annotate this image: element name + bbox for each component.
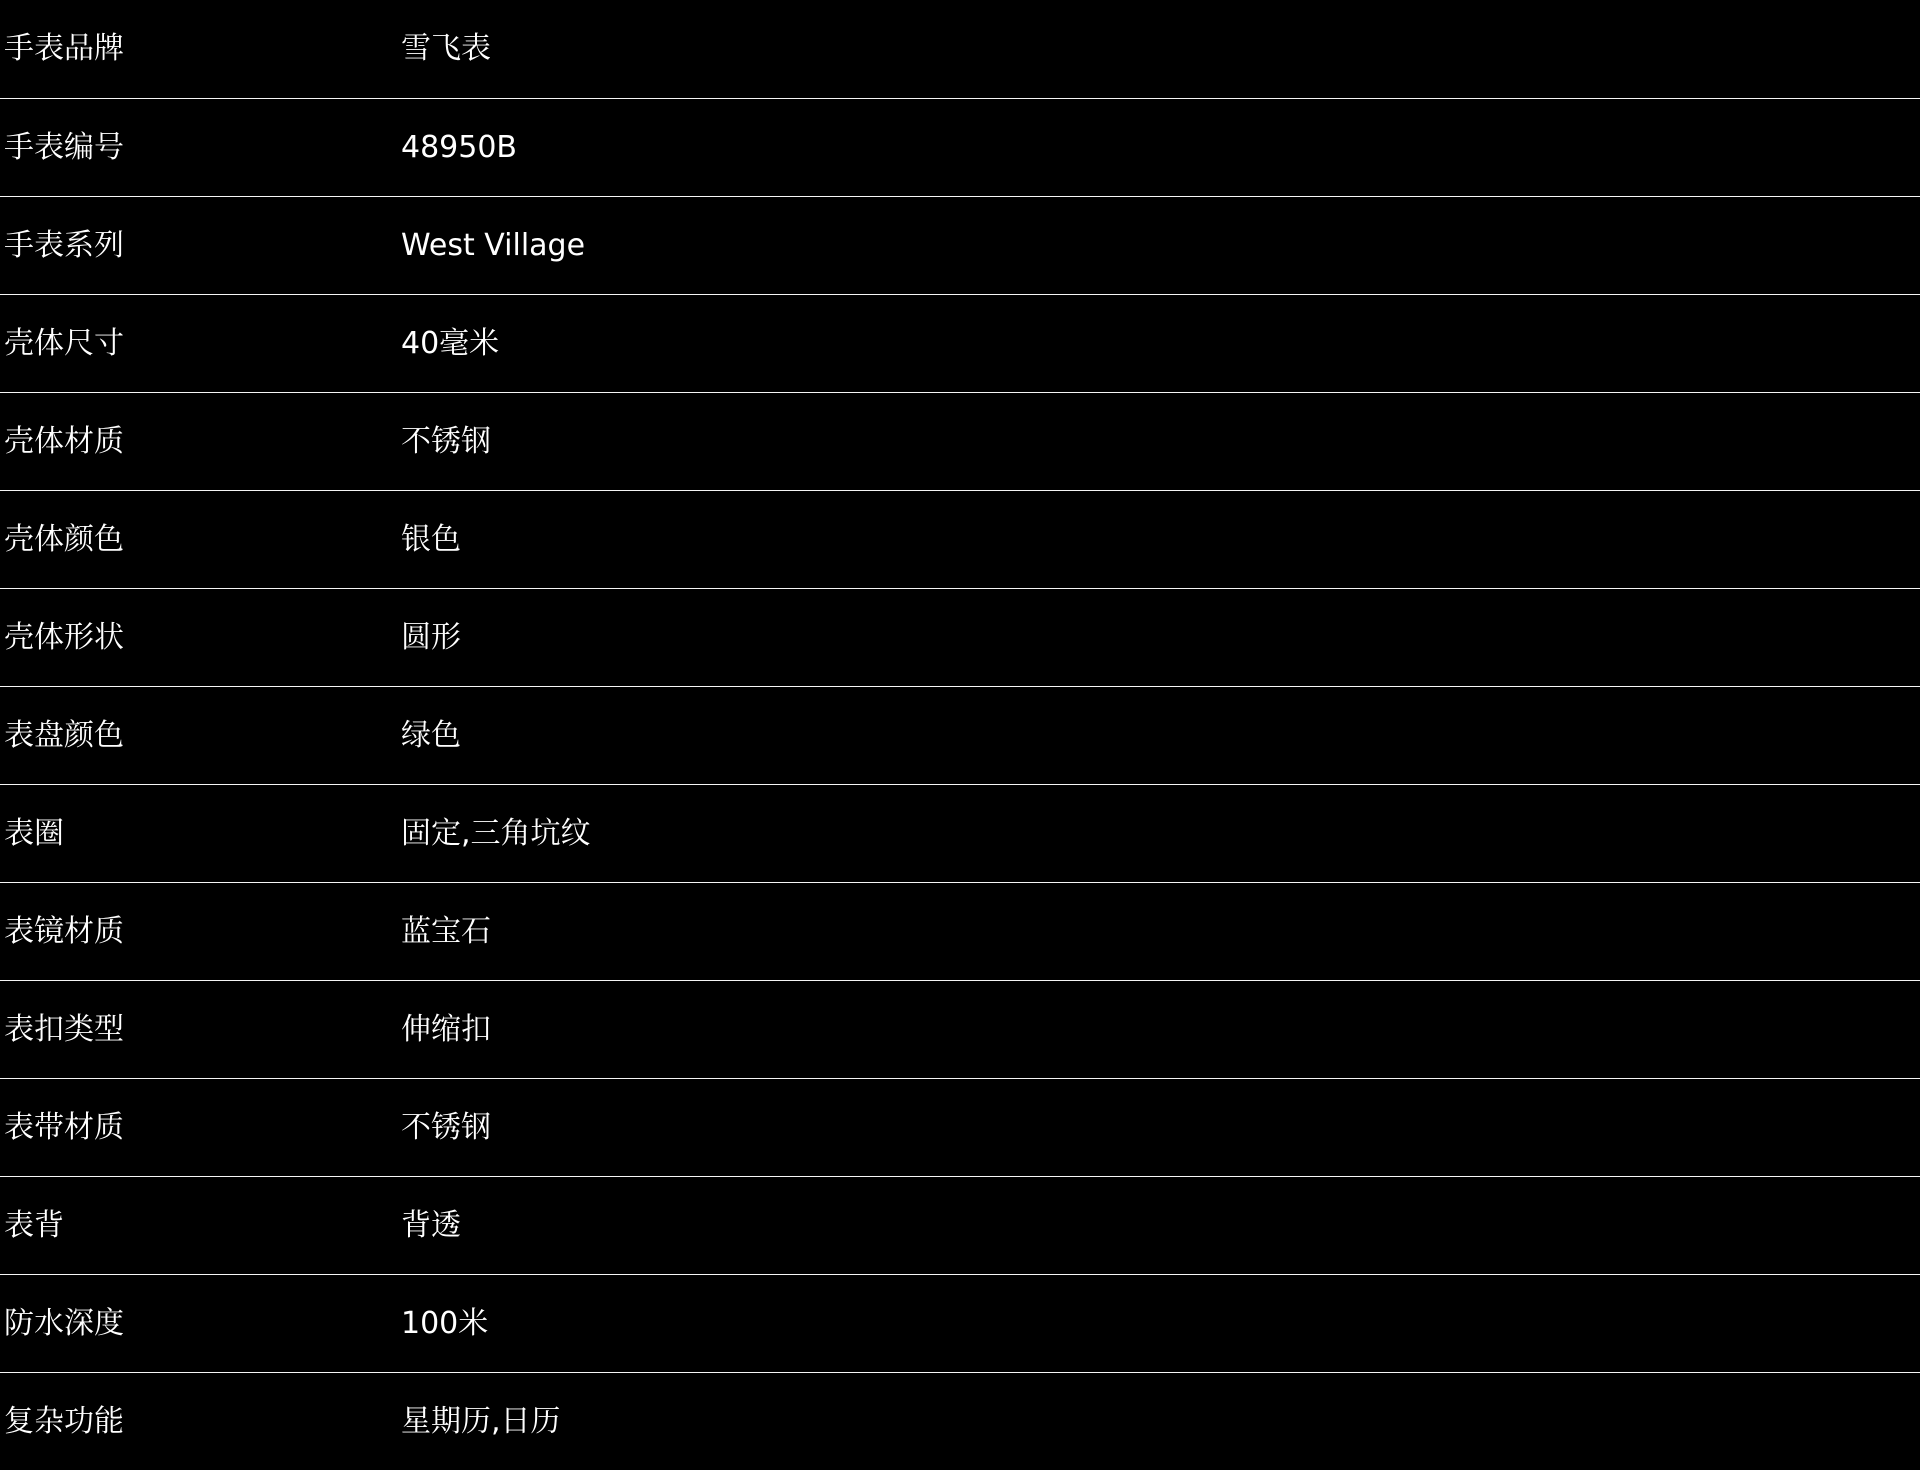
spec-value: 绿色 xyxy=(401,717,461,753)
spec-label: 手表品牌 xyxy=(4,31,124,66)
spec-label: 手表系列 xyxy=(4,227,124,263)
spec-value: 星期历,日历 xyxy=(401,1403,561,1439)
spec-row xyxy=(0,686,1920,784)
spec-label: 表扣类型 xyxy=(4,1011,124,1047)
spec-label: 壳体颜色 xyxy=(4,521,124,557)
spec-value: 蓝宝石 xyxy=(401,913,491,949)
spec-value: 伸缩扣 xyxy=(401,1011,491,1047)
spec-label: 壳体形状 xyxy=(4,619,124,655)
spec-row xyxy=(0,980,1920,1078)
spec-value: 48950B xyxy=(401,129,518,165)
spec-label: 表盘颜色 xyxy=(4,717,124,753)
spec-row xyxy=(0,882,1920,980)
spec-value: 100米 xyxy=(401,1305,489,1341)
spec-value: 圆形 xyxy=(401,619,461,655)
spec-value: West Village xyxy=(401,227,586,263)
spec-label: 表圈 xyxy=(4,815,64,851)
spec-row xyxy=(0,98,1920,196)
spec-value: 40毫米 xyxy=(401,325,500,361)
spec-label: 表带材质 xyxy=(4,1109,124,1145)
spec-value: 固定,三角坑纹 xyxy=(401,815,591,851)
spec-row xyxy=(0,1078,1920,1176)
spec-row xyxy=(0,0,1920,98)
spec-row xyxy=(0,784,1920,882)
spec-label: 防水深度 xyxy=(4,1305,124,1341)
spec-label: 复杂功能 xyxy=(4,1403,124,1439)
spec-label: 壳体尺寸 xyxy=(4,325,124,361)
spec-row xyxy=(0,294,1920,392)
spec-label: 表镜材质 xyxy=(4,913,124,949)
spec-value: 不锈钢 xyxy=(401,423,491,459)
spec-value: 不锈钢 xyxy=(401,1109,491,1145)
spec-value: 背透 xyxy=(401,1207,461,1243)
spec-label: 表背 xyxy=(4,1207,64,1243)
spec-row xyxy=(0,588,1920,686)
spec-label: 壳体材质 xyxy=(4,423,124,459)
spec-value: 雪飞表 xyxy=(401,31,491,66)
spec-row xyxy=(0,392,1920,490)
spec-row xyxy=(0,1176,1920,1274)
spec-row xyxy=(0,196,1920,294)
spec-value: 银色 xyxy=(401,521,461,557)
spec-label: 手表编号 xyxy=(4,129,124,165)
spec-row xyxy=(0,1372,1920,1470)
spec-row xyxy=(0,490,1920,588)
spec-row xyxy=(0,1274,1920,1372)
